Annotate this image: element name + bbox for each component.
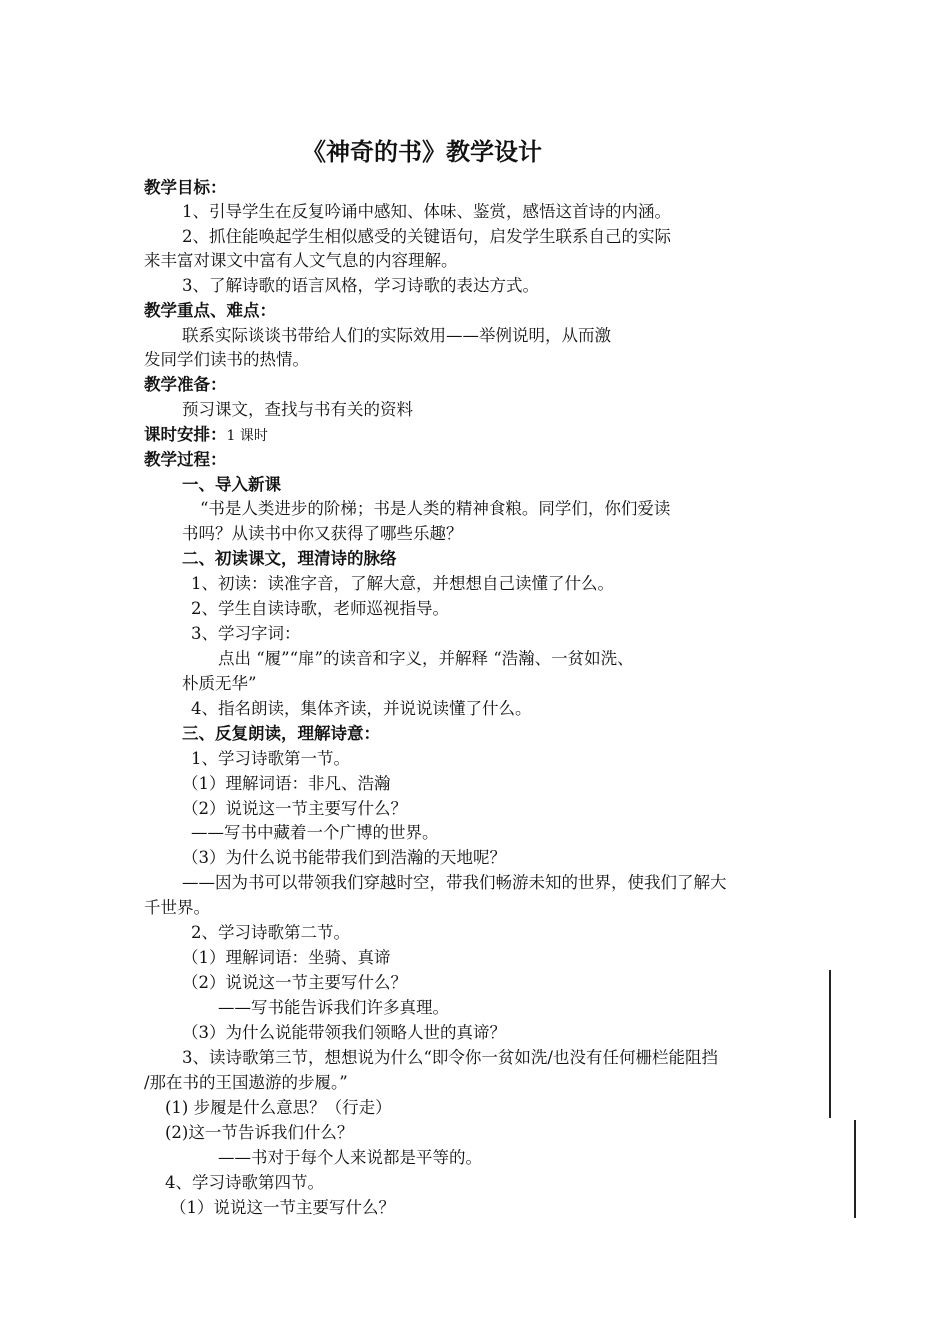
goal-item: 3、了解诗歌的语言风格，学习诗歌的表达方式。 (182, 276, 539, 295)
key-points-text: 发同学们读书的热情。 (144, 350, 309, 369)
part3-text: (1) 步履是什么意思？（行走） (165, 1098, 392, 1117)
preparation-heading: 教学准备： (144, 375, 227, 394)
part2-text: 4、指名朗读，集体齐读，并说说读懂了什么。 (191, 699, 532, 718)
part3-text: （2）说说这一节主要写什么？ (182, 973, 407, 992)
part3-text: (2)这一节告诉我们什么？ (165, 1123, 354, 1142)
part2-heading: 二、初读课文，理清诗的脉络 (182, 549, 397, 568)
part3-text: 千世界。 (144, 898, 210, 917)
part3-text: 2、学习诗歌第二节。 (191, 923, 350, 942)
process-heading: 教学过程： (144, 450, 227, 469)
margin-line (829, 970, 831, 1118)
key-points-heading: 教学重点、难点： (144, 301, 276, 320)
part3-text: （1）理解词语：坐骑、真谛 (182, 948, 391, 967)
part3-text: （1）说说这一节主要写什么？ (170, 1198, 395, 1217)
part2-text: 朴质无华” (182, 674, 257, 693)
goal-item: 1、引导学生在反复吟诵中感知、体味、鉴赏，感悟这首诗的内涵。 (182, 202, 671, 221)
part3-heading: 三、反复朗读，理解诗意： (182, 724, 380, 743)
document-title: 《神奇的书》教学设计 (302, 138, 542, 166)
part2-text: 3、学习字词： (191, 624, 301, 643)
part2-text: 2、学生自读诗歌，老师巡视指导。 (191, 599, 449, 618)
goals-heading: 教学目标： (144, 178, 227, 197)
goal-item-continued: 来丰富对课文中富有人文气息的内容理解。 (144, 251, 458, 270)
part3-text: （3）为什么说书能带我们到浩瀚的天地呢？ (182, 848, 506, 867)
schedule-value: 1 课时 (226, 428, 268, 444)
key-points-text: 联系实际谈谈书带给人们的实际效用——举例说明，从而激 (182, 326, 611, 345)
schedule-line (144, 423, 268, 448)
part1-text: “书是人类进步的阶梯；书是人类的精神食粮。同学们，你们爱读 (200, 499, 671, 518)
part3-text: （2）说说这一节主要写什么？ (182, 799, 407, 818)
part3-text: （1）理解词语：非凡、浩瀚 (182, 774, 391, 793)
part3-text: 3、读诗歌第三节，想想说为什么“即令你一贫如洗/也没有任何栅栏能阻挡 (182, 1048, 718, 1067)
part3-text: ——因为书可以带领我们穿越时空，带我们畅游未知的世界，使我们了解大 (182, 873, 727, 892)
part3-text: 4、学习诗歌第四节。 (165, 1173, 324, 1192)
part3-text: 1、学习诗歌第一节。 (191, 749, 350, 768)
goal-item: 2、抓住能唤起学生相似感受的关键语句，启发学生联系自己的实际 (182, 227, 671, 246)
part3-text: ——书对于每个人来说都是平等的。 (218, 1148, 482, 1167)
part1-text: 书吗？从读书中你又获得了哪些乐趣？ (182, 524, 463, 543)
margin-line (854, 1120, 856, 1218)
part1-heading: 一、导入新课 (182, 475, 281, 494)
part3-text: ——写书中藏着一个广博的世界。 (191, 823, 439, 842)
preparation-text: 预习课文，查找与书有关的资料 (182, 400, 413, 419)
part3-text: ——写书能告诉我们许多真理。 (218, 998, 449, 1017)
part3-text: /那在书的王国遨游的步履。” (144, 1073, 348, 1092)
part2-text: 点出 “履”“扉”的读音和字义，并解释 “浩瀚、一贫如洗、 (218, 649, 634, 668)
part2-text: 1、初读：读准字音，了解大意，并想想自己读懂了什么。 (191, 574, 614, 593)
schedule-heading: 课时安排： (144, 425, 227, 444)
part3-text: （3）为什么说能带领我们领略人世的真谛？ (182, 1023, 506, 1042)
